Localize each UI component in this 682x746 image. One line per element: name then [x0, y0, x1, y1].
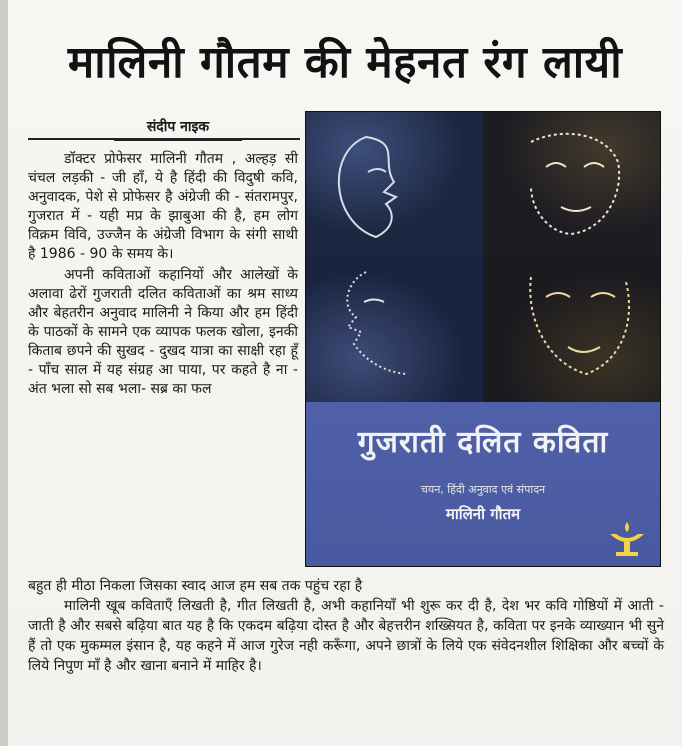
byline-rule	[28, 138, 300, 140]
bottom-paragraph: बहुत ही मीठा निकला जिसका स्वाद आज हम सब तक पहुंच रहा है	[28, 578, 363, 594]
article-bottom	[28, 576, 664, 676]
book-cover	[306, 112, 660, 566]
book-title: गुजराती दलित कविता	[357, 425, 609, 460]
book-author: मालिनी गौतम	[445, 505, 521, 523]
cover-title-band	[306, 402, 660, 566]
book-subtitle: चयन, हिंदी अनुवाद एवं संपादन	[420, 483, 546, 496]
bottom-paragraph: मालिनी खूब कविताएँ लिखती है, गीत लिखती है, अभी कहानियाँ भी शुरू कर दी है, देश भर कवि गोष्ठियों में आती - जाती है और सबसे बढ़िया बात यह है कि एकदम बढ़िया दोस्त है और बेहत्तरीन शख्सियत है, कविता पर इनके व्याख्यान भी सुने हैं तो एक मुकम्मल इंसान है, यह कहने में आज गुरेज नही करूँगा, अपने छात्रों के लिये एक संवेदनशील शिक्षिका और बच्चों के लिये निपुण माँ है और खाना बनाने में माहिर है।	[28, 598, 664, 674]
column-paragraph: अपनी कविताओं कहानियों और आलेखों के अलावा ढेरों गुजराती दलित कविताओं का श्रम साध्य और बेहतरीन अनुवाद मालिनी ने किया और हम हिंदी के पाठकों के सामने एक व्यापक फलक खोला, इनकी किताब छपने की सुखद - दुखद यात्रा का साक्षी रहा हूँ - पाँच साल में यह संग्रह आ पाया, पर कहते है ना - अंत भला सो सब भला- सब्र का फल	[28, 267, 298, 397]
lamp-logo-icon	[604, 520, 650, 560]
article-column	[28, 150, 298, 401]
column-paragraph: डॉक्टर प्रोफेसर मालिनी गौतम , अल्हड़ सी चंचल लड़की - जी हाँ, ये है हिंदी की विदुषी कवि, अनुवादक, पेशे से प्रोफेसर है अंग्रेजी की - संतरामपुर, गुजरात में - यही मप्र के झाबुआ की है, हम लोग विक्रम विवि, उज्जैन के अंग्रेजी विभाग के संगी साथी है 1986 - 90 के समय के।	[28, 151, 298, 262]
page-edge	[0, 0, 8, 746]
headline: मालिनी गौतम की मेहनत रंग लायी	[67, 37, 623, 88]
face-sketch-icon	[306, 112, 660, 402]
byline: संदीप नाइक	[114, 117, 242, 141]
